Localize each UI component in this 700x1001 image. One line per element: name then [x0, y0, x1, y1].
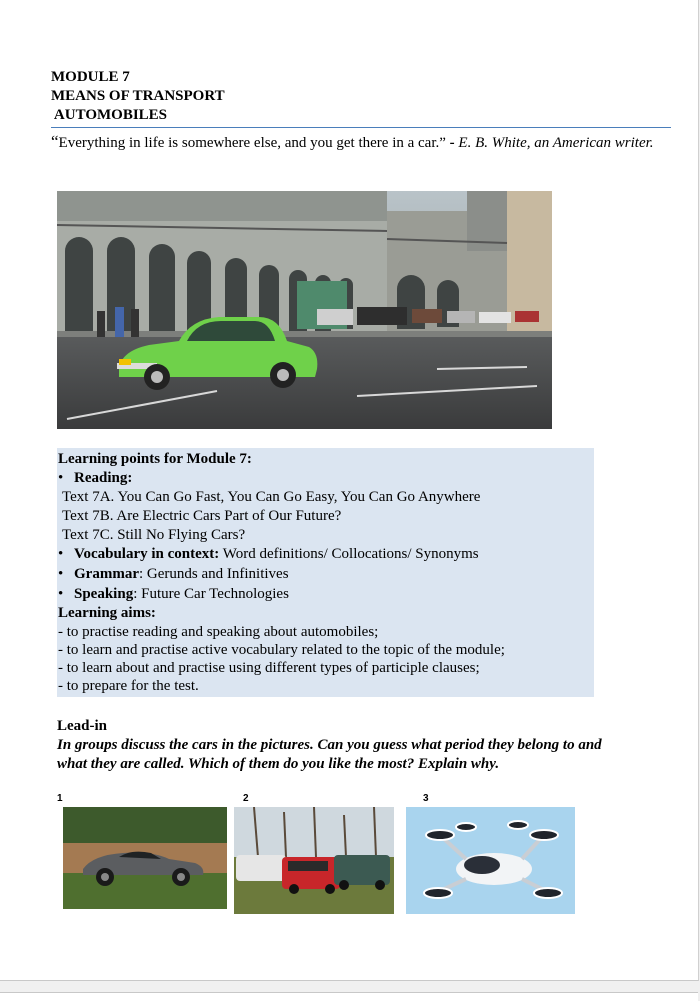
aim-item: - to practise reading and speaking about automobiles; [58, 624, 379, 640]
reading-text-7b: Text 7B. Are Electric Cars Part of Our Future? [62, 508, 342, 524]
quote-dash: - [445, 135, 459, 151]
picture-number-2: 2 [243, 793, 249, 804]
aim-item: - to prepare for the test. [58, 678, 199, 694]
bullet-icon: • [58, 586, 64, 602]
grammar-item [58, 565, 289, 584]
aim-item: - to learn and practise active vocabulary related to the topic of the module; [58, 642, 505, 658]
lead-in-instruction: In groups discuss the cars in the pictures. Can you guess what period they belong to and what they are called. Which of them do you like the most? Explain why. [57, 737, 602, 772]
learning-points-box [57, 448, 594, 697]
speaking-item [58, 585, 289, 604]
lead-in-section [57, 717, 617, 774]
bullet-icon: • [58, 566, 64, 582]
quote-text: Everything in life is somewhere else, and you get there in a car.” [58, 135, 446, 151]
vocabulary-label: Vocabulary in context: [74, 546, 220, 562]
reading-item [58, 469, 132, 488]
reading-label: Reading: [74, 470, 133, 486]
quote-author: E. B. White, an American writer. [458, 135, 654, 151]
bullet-icon: • [58, 470, 64, 486]
vocabulary-text: Word definitions/ Collocations/ Synonyms [219, 546, 479, 562]
module-number: MODULE 7 [51, 69, 130, 85]
grammar-label: Grammar [74, 566, 139, 582]
picture-number-1: 1 [57, 793, 63, 804]
header-divider [51, 127, 671, 128]
speaking-text: : Future Car Technologies [133, 586, 289, 602]
grammar-text: : Gerunds and Infinitives [138, 566, 289, 582]
learning-aims-title: Learning aims: [58, 605, 156, 621]
quote-open-mark: “ [51, 132, 59, 151]
sports-car-photo [63, 807, 227, 909]
module-header [51, 68, 225, 125]
hero-car-photo [57, 191, 552, 429]
lead-in-title: Lead-in [57, 718, 108, 734]
epigraph-quote [51, 131, 676, 154]
module-subtopic: AUTOMOBILES [51, 107, 168, 123]
learning-points-title: Learning points for Module 7: [58, 451, 252, 467]
picture-number-3: 3 [423, 793, 429, 804]
vocabulary-item [58, 545, 479, 564]
old-cars-photo [234, 807, 394, 914]
module-topic: MEANS OF TRANSPORT [51, 88, 225, 104]
speaking-label: Speaking [74, 586, 134, 602]
reading-text-7c: Text 7C. Still No Flying Cars? [62, 527, 246, 543]
flying-car-photo [406, 807, 575, 914]
aim-item: - to learn about and practise using different types of participle clauses; [58, 660, 480, 676]
bullet-icon: • [58, 546, 64, 562]
reading-text-7a: Text 7A. You Can Go Fast, You Can Go Easy, You Can Go Anywhere [62, 489, 481, 505]
